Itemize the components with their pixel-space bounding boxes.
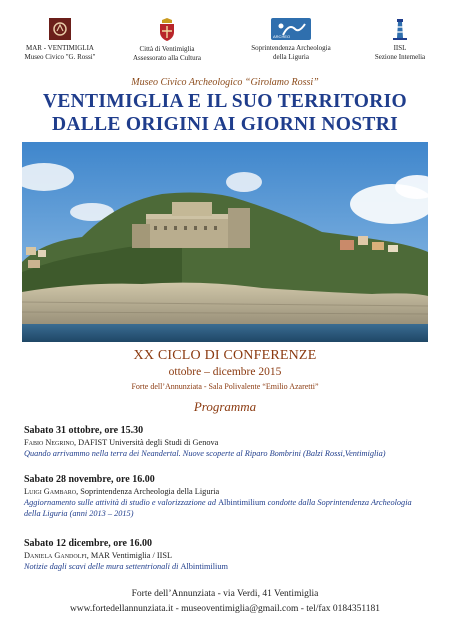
conference-venue: Forte dell’Annunziata - Sala Polivalente “Emilio Azaretti” bbox=[131, 382, 319, 391]
event-speaker bbox=[24, 437, 428, 448]
iisl-logo-line1: IISL bbox=[393, 44, 407, 52]
event-speaker-name: Fabio Negrino bbox=[24, 438, 75, 447]
soprintendenza-badge-icon bbox=[271, 18, 311, 40]
mar-emblem-icon bbox=[49, 18, 71, 40]
main-title-line1: VENTIMIGLIA E IL SUO TERRITORIO bbox=[42, 91, 408, 112]
conference-period: ottobre – dicembre 2015 bbox=[168, 366, 282, 378]
footer-contacts: www.fortedellannunziata.it - museoventimiglia@gmail.com - tel/fax 0184351181 bbox=[69, 604, 381, 614]
soprintendenza-logo-line2: della Liguria bbox=[273, 52, 309, 61]
mar-logo-line1: MAR - VENTIMIGLIA bbox=[26, 44, 94, 52]
citta-logo-line2: Assessorato alla Cultura bbox=[132, 53, 202, 62]
event-speaker-affiliation: , MAR Ventimiglia / IISL bbox=[86, 551, 173, 560]
museum-name: Museo Civico Archeologico “Girolamo Rossi” bbox=[131, 77, 319, 88]
event-speaker bbox=[24, 550, 428, 561]
program-event bbox=[24, 537, 428, 572]
iisl-logo-line2: Sezione Intemelia bbox=[374, 52, 426, 61]
main-title-line2: DALLE ORIGINI AI GIORNI NOSTRI bbox=[52, 114, 398, 135]
event-speaker-affiliation: , DAFIST Università degli Studi di Genova bbox=[74, 438, 219, 447]
footer-address: Forte dell’Annunziata - via Verdi, 41 Ventimiglia bbox=[131, 589, 319, 599]
event-speaker bbox=[24, 486, 428, 497]
iisl-logo bbox=[360, 18, 440, 61]
program-event bbox=[24, 424, 428, 459]
event-topic: Quando arrivammo nella terra dei Neandertal. Nuove scoperte al Riparo Bombrini (Balzi Rossi,Ventimiglia) bbox=[24, 449, 386, 458]
soprintendenza-logo bbox=[232, 18, 350, 61]
event-date: Sabato 28 novembre, ore 16.00 bbox=[24, 474, 155, 485]
event-topic-site: Albintimilium bbox=[180, 562, 228, 571]
event-topic-part: Aggiornamento sulle attività di studio e valorizzazione ad bbox=[24, 498, 216, 507]
event-speaker-affiliation: , Soprintendenza Archeologia della Liguria bbox=[76, 487, 220, 496]
event-topic-part: condotte dalla Soprintendenza Archeologia della Liguria (anni 2013 – 2015) bbox=[24, 498, 412, 518]
mar-logo bbox=[14, 18, 106, 61]
event-topic bbox=[24, 497, 428, 519]
program-event bbox=[24, 473, 428, 519]
mar-logo-line2: Museo Civico "G. Rossi" bbox=[24, 52, 96, 61]
citta-logo bbox=[118, 18, 216, 62]
conference-cycle-title: XX CICLO DI CONFERENZE bbox=[133, 348, 317, 363]
logo-bar bbox=[0, 18, 450, 68]
fortress-photo bbox=[22, 142, 428, 342]
event-date: Sabato 31 ottobre, ore 15.30 bbox=[24, 425, 144, 436]
coat-of-arms-icon bbox=[159, 18, 175, 41]
event-speaker-name: Luigi Gambaro bbox=[24, 487, 77, 496]
soprintendenza-badge-text: ARCHEO bbox=[273, 34, 291, 39]
main-title bbox=[0, 90, 450, 136]
event-speaker-name: Daniela Gandolfi bbox=[24, 551, 87, 560]
event-topic bbox=[24, 561, 428, 572]
event-topic-part: Notizie dagli scavi delle mura settentrionali di bbox=[24, 562, 179, 571]
soprintendenza-logo-line1: Soprintendenza Archeologia bbox=[251, 44, 331, 52]
event-topic-site: Albintimilium bbox=[218, 498, 266, 507]
program-heading: Programma bbox=[193, 399, 257, 414]
event-date: Sabato 12 dicembre, ore 16.00 bbox=[24, 538, 152, 549]
fortress-landscape-image bbox=[22, 142, 428, 342]
lighthouse-icon bbox=[391, 18, 409, 40]
citta-logo-line1: Città di Ventimiglia bbox=[139, 45, 195, 53]
